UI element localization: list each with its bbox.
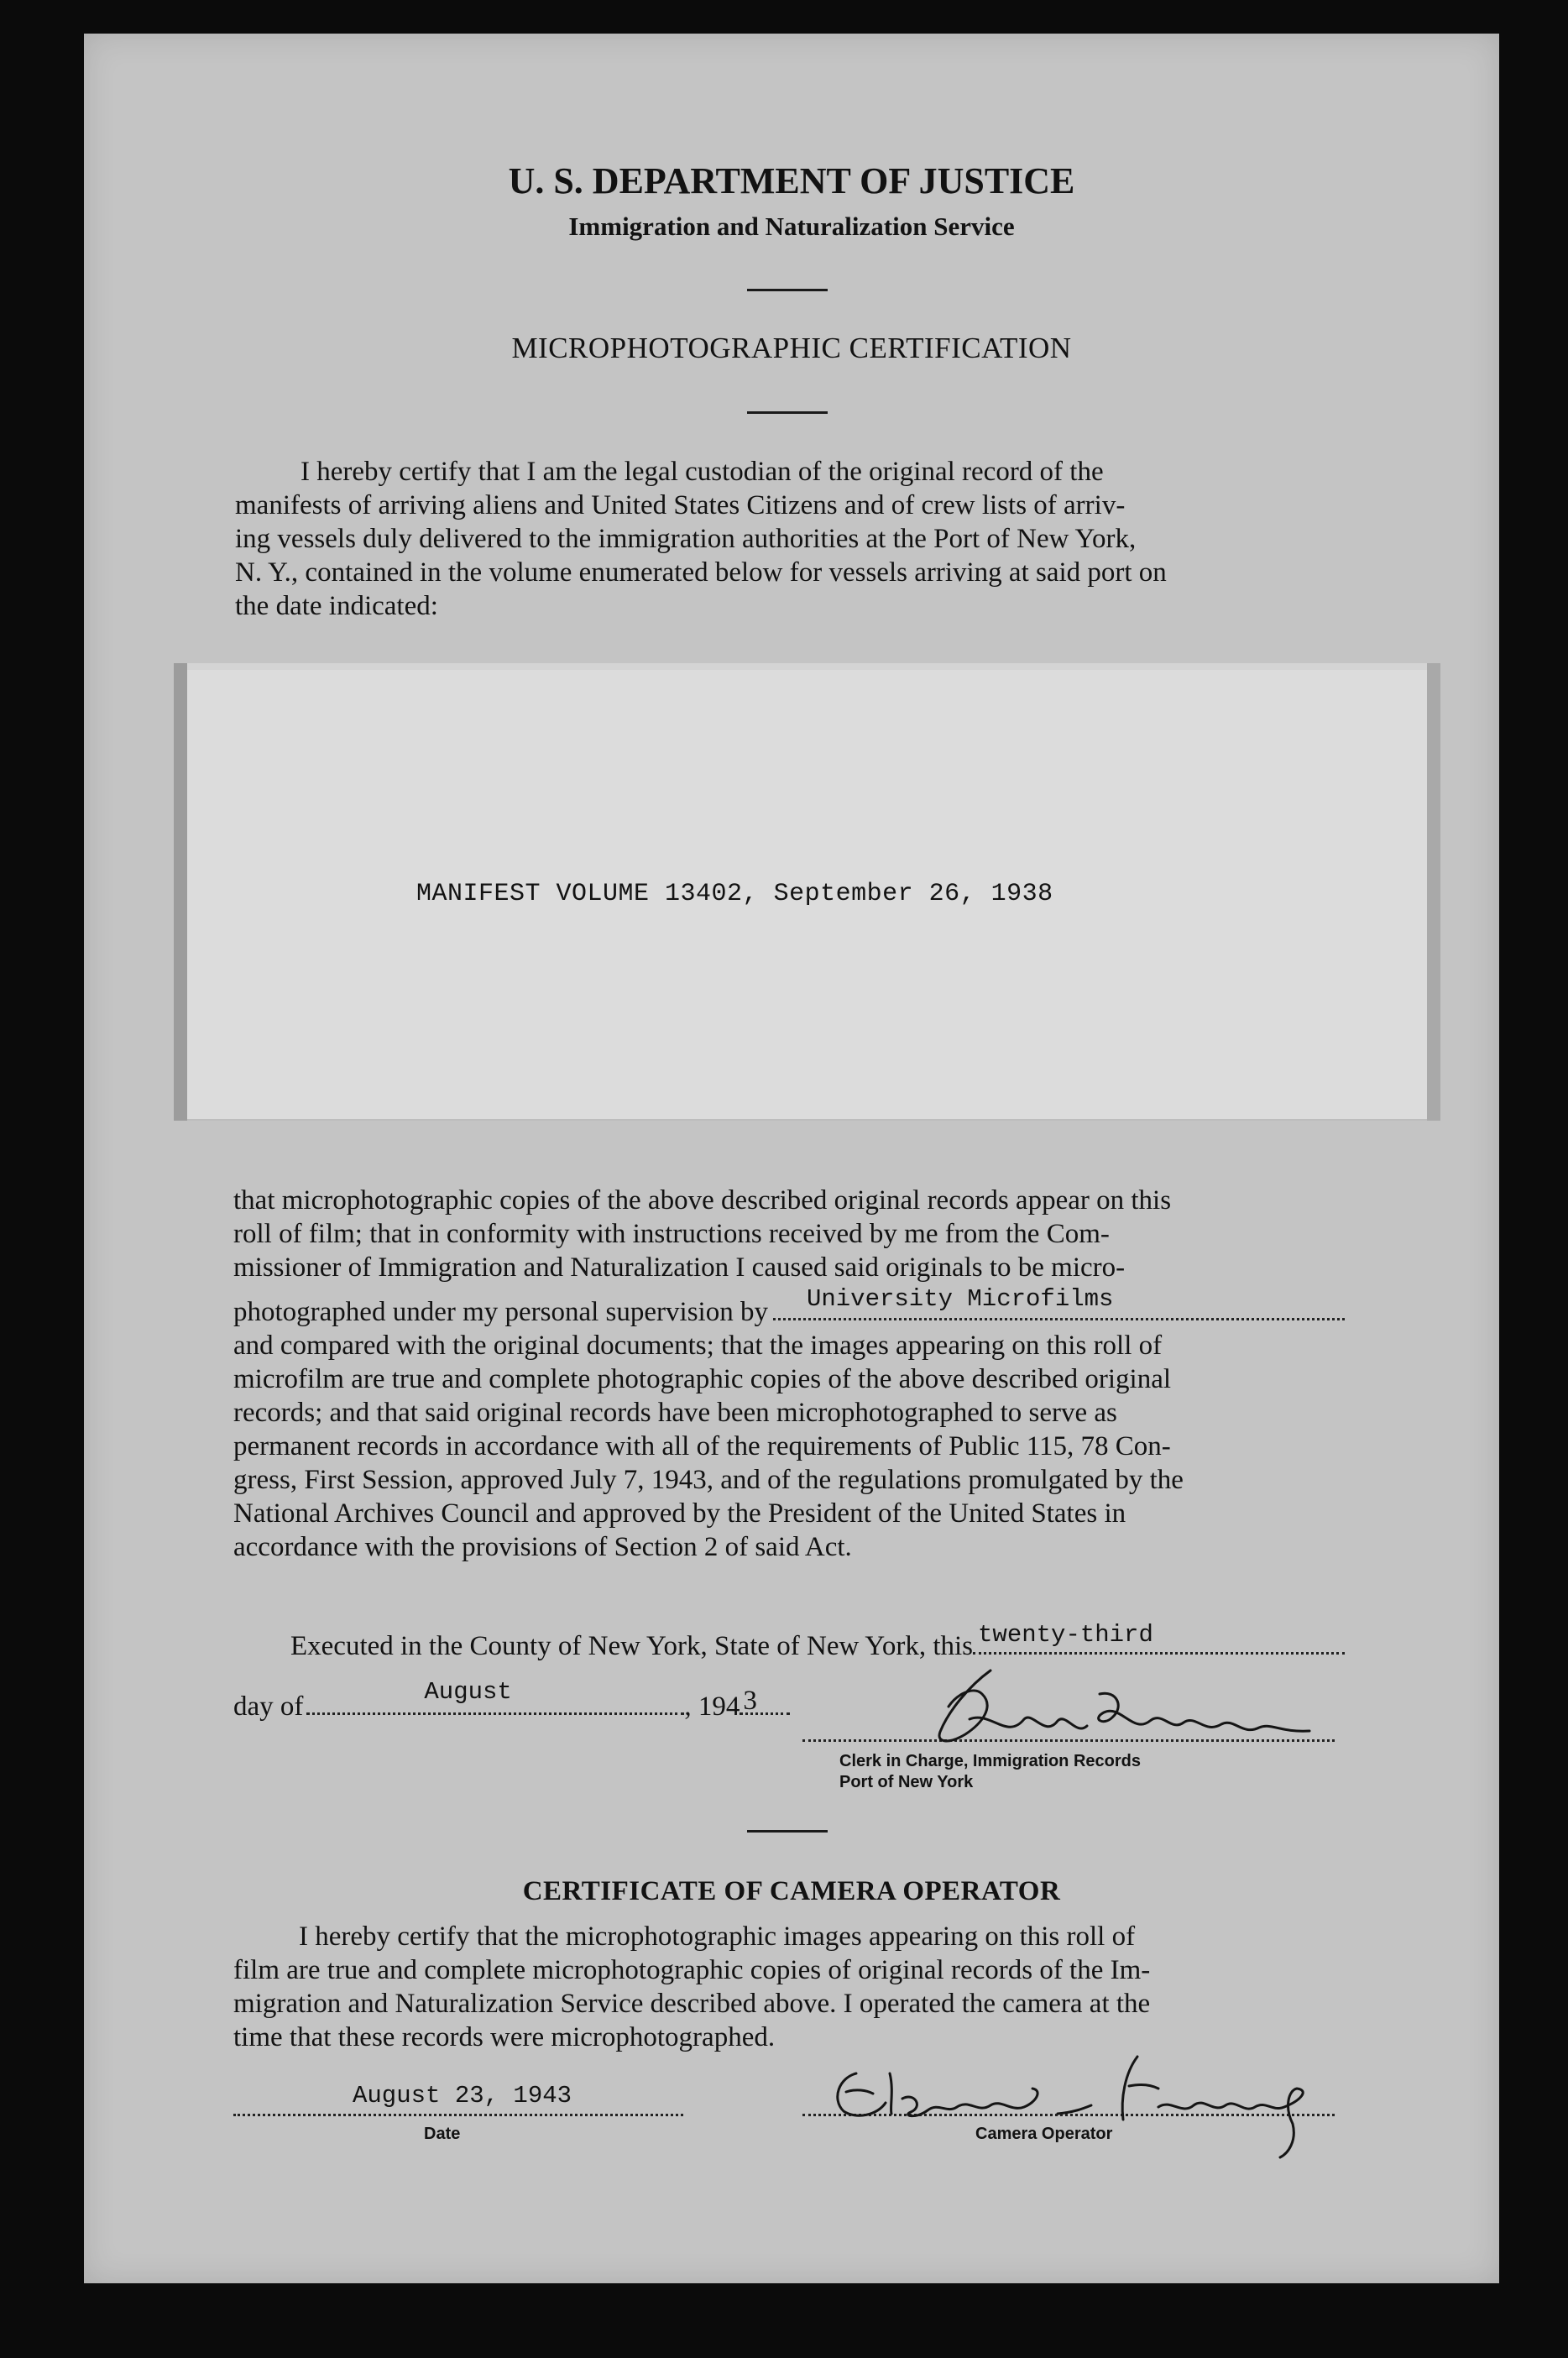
text-line: I hereby certify that the microphotographic images appearing on this roll of <box>299 1921 1136 1952</box>
text-line: permanent records in accordance with all of the requirements of Public 115, 78 Con- <box>233 1431 1171 1461</box>
text-line: microfilm are true and complete photographic copies of the above described original <box>233 1364 1172 1394</box>
certificate-page <box>84 34 1499 2283</box>
date-value: August 23, 1943 <box>353 2082 572 2110</box>
date-label: Date <box>424 2125 461 2143</box>
day-of-line <box>233 1678 790 1723</box>
date-line <box>233 2114 683 2116</box>
executed-text: Executed in the County of New York, State of New York, this <box>290 1631 974 1661</box>
clerk-signature <box>890 1660 1326 1753</box>
text-line: and compared with the original documents; that the images appearing on this roll of <box>233 1331 1163 1361</box>
manifest-label-slip <box>186 663 1427 1119</box>
supervision-prefix: photographed under my personal supervision by <box>233 1297 768 1327</box>
operator-label: Camera Operator <box>975 2125 1113 2143</box>
custodian-statement <box>235 455 1345 623</box>
executed-line <box>290 1621 1345 1663</box>
supervision-line <box>233 1285 1345 1329</box>
text-line: N. Y., contained in the volume enumerated below for vessels arriving at said port on <box>235 557 1167 588</box>
day-value: twenty-third <box>978 1621 1153 1649</box>
text-line: I hereby certify that I am the legal custodian of the original record of the <box>301 457 1104 487</box>
text-line: roll of film; that in conformity with instructions received by me from the Com- <box>233 1219 1110 1249</box>
text-line: film are true and complete microphotographic copies of original records of the Im- <box>233 1955 1151 1985</box>
certification-statement <box>233 1184 1345 1564</box>
clerk-title-line: Port of New York <box>839 1773 974 1791</box>
form-title: MICROPHOTOGRAPHIC CERTIFICATION <box>511 332 1072 364</box>
text-line: National Archives Council and approved by the President of the United States in <box>233 1498 1126 1529</box>
operator-signature <box>806 2040 1326 2166</box>
year-prefix: , 194 <box>684 1691 740 1722</box>
text-line: the date indicated: <box>235 591 438 621</box>
text-line: records; and that said original records have been microphotographed to serve as <box>233 1398 1117 1428</box>
department-heading: U. S. DEPARTMENT OF JUSTICE <box>508 160 1075 201</box>
text-line: accordance with the provisions of Section 2 of said Act. <box>233 1532 852 1562</box>
camera-certificate-heading: CERTIFICATE OF CAMERA OPERATOR <box>522 1876 1061 1906</box>
month-value: August <box>424 1678 512 1706</box>
divider <box>747 289 828 291</box>
day-fill-line <box>973 1621 1345 1655</box>
text-line: manifests of arriving aliens and United States Citizens and of crew lists of arriv- <box>235 490 1126 520</box>
year-digit: 3 <box>743 1686 757 1716</box>
text-line: time that these records were microphotographed. <box>233 2022 776 2052</box>
clerk-title-line: Clerk in Charge, Immigration Records <box>839 1752 1141 1770</box>
text-line: migration and Naturalization Service described above. I operated the camera at the <box>233 1989 1151 2019</box>
divider <box>747 411 828 414</box>
divider <box>747 1830 828 1833</box>
text-line: missioner of Immigration and Naturalization I caused said originals to be micro- <box>233 1252 1126 1283</box>
microfilm-company: University Microfilms <box>806 1285 1114 1313</box>
year-fill-line <box>740 1687 790 1715</box>
service-subheading: Immigration and Naturalization Service <box>568 212 1015 241</box>
clerk-title <box>839 1751 1141 1793</box>
text-line: gress, First Session, approved July 7, 1943, and of the regulations promulgated by the <box>233 1465 1184 1495</box>
manifest-volume-text: MANIFEST VOLUME 13402, September 26, 1938 <box>416 880 1053 908</box>
month-fill-line <box>306 1678 684 1715</box>
text-line: ing vessels duly delivered to the immigration authorities at the Port of New York, <box>235 524 1137 554</box>
camera-certificate-statement <box>233 1920 1345 2054</box>
supervision-fill-line <box>773 1285 1345 1320</box>
text-line: that microphotographic copies of the above described original records appear on this <box>233 1185 1172 1216</box>
day-of-label: day of <box>233 1691 304 1722</box>
